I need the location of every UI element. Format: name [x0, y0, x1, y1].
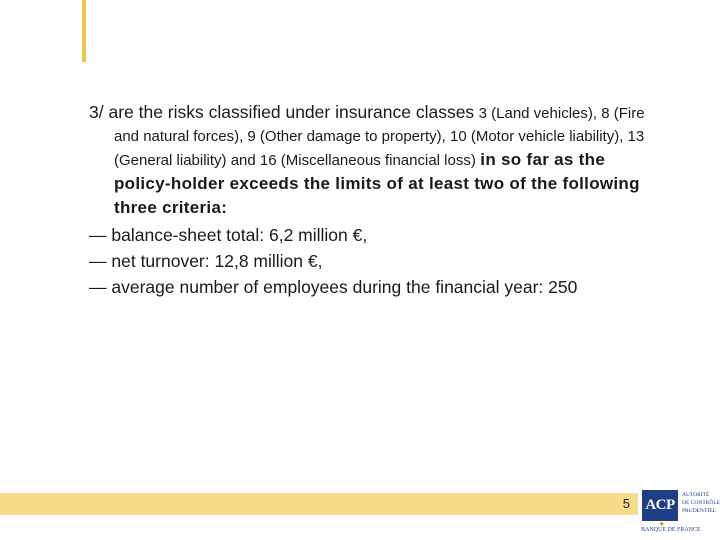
criterion-balance-sheet	[89, 222, 649, 248]
footer-bar	[0, 493, 638, 515]
criterion-text: balance-sheet total: 6,2 million €,	[111, 225, 368, 245]
insurance-classes: 3 (Land vehicles), 8 (Fire and natural forces), 9 (Other damage to property), 10 (Motor vehicle liability), 13 (General liability) and 16 (Miscellaneous financial loss)	[114, 105, 645, 169]
accent-bar	[82, 0, 86, 62]
emblem-icon: ✦	[658, 519, 666, 529]
criterion-text: net turnover: 12,8 million €,	[111, 251, 323, 271]
logo-authority-name	[682, 491, 720, 515]
logo-line: PRUDENTIEL	[682, 508, 716, 514]
criterion-net-turnover	[89, 248, 649, 274]
criterion-dash: —	[89, 225, 107, 245]
logo-line: AUTORITÉ	[682, 492, 710, 498]
intro-paragraph	[89, 101, 649, 220]
intro-prefix: 3/ are the risks classified under insurance classes	[89, 102, 475, 122]
criteria-condition: in so far as the policy-holder exceeds the limits of at least two of the following three criteria:	[114, 150, 640, 217]
logo-line: DE CONTRÔLE	[682, 500, 720, 506]
slide-body	[89, 101, 649, 300]
logo-abbreviation: ACP	[642, 490, 678, 521]
criterion-dash: —	[89, 251, 107, 271]
criterion-employees	[89, 274, 649, 300]
logo-bank-name: BANQUE DE FRANCE	[641, 527, 701, 533]
criterion-text: average number of employees during the financial year: 250	[111, 277, 578, 297]
page-number: 5	[622, 496, 630, 511]
criterion-dash: —	[89, 277, 107, 297]
acp-logo	[640, 487, 720, 537]
